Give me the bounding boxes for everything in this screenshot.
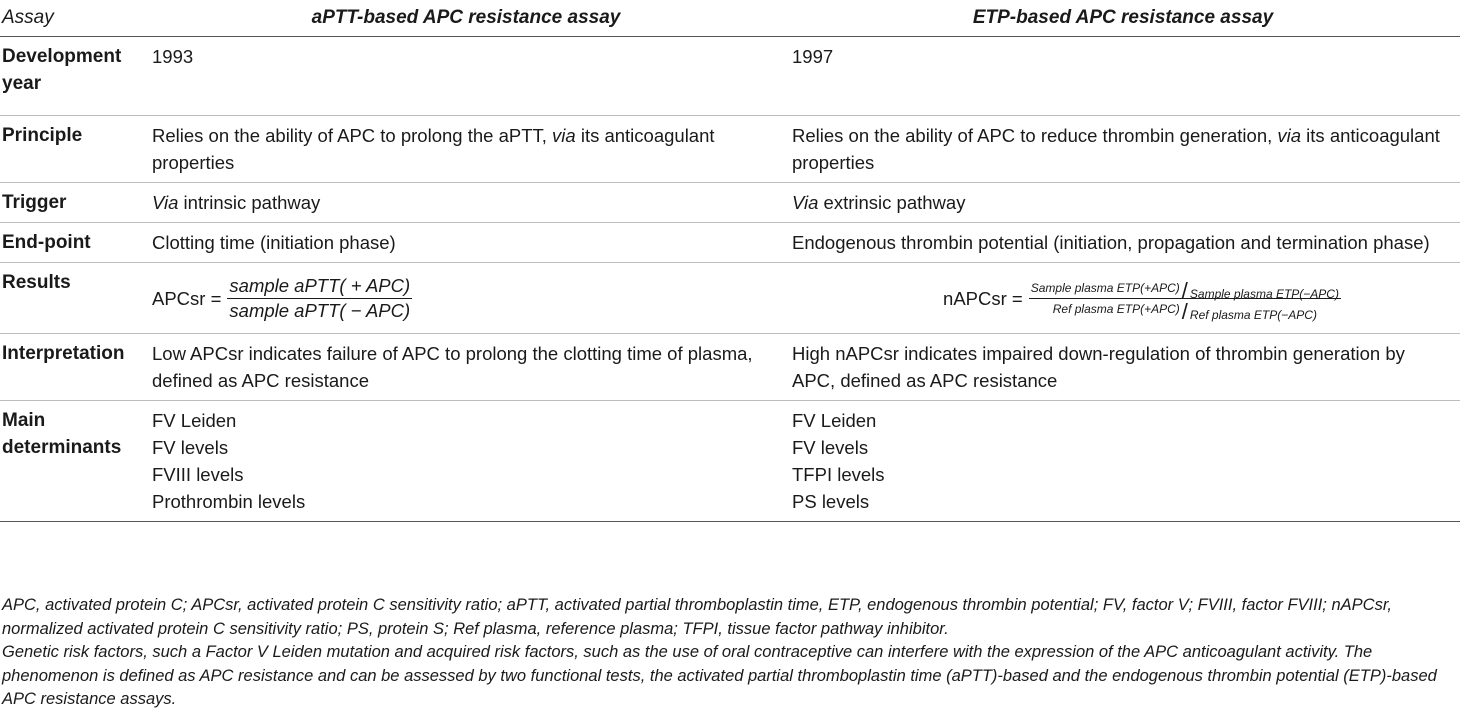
- cell-etp-interpretation: High nAPCsr indicates impaired down-regulation of thrombin generation by APC, defined as APC resistance: [786, 334, 1460, 401]
- etp-principle-text-b: its anticoagulant properties: [792, 125, 1440, 173]
- list-item: Prothrombin levels: [152, 491, 306, 512]
- row-end-point: [0, 223, 1460, 263]
- etp-principle-via: via: [1277, 125, 1302, 146]
- aptt-principle-via: via: [552, 125, 576, 146]
- aptt-principle-text-a: Relies on the ability of APC to prolong the aPTT,: [152, 125, 553, 146]
- footnote-abbreviations: APC, activated protein C; APCsr, activated protein C sensitivity ratio; aPTT, activated partial thromboplastin time, ETP, endogenous thrombin potential; FV, factor V; FVIII, factor FVIII; nAPCsr, normalized activated protein C sensitivity ratio; PS, protein S; Ref plasma, reference plasma; TFPI, tissue factor pathway inhibitor.: [2, 596, 1392, 638]
- aptt-trigger-via: Via: [152, 192, 179, 213]
- row-label-results: Results: [0, 263, 146, 334]
- header-assay: Assay: [0, 0, 146, 37]
- row-label-trigger: Trigger: [0, 183, 146, 223]
- napcsr-formula: [792, 269, 1452, 327]
- row-principle: [0, 116, 1460, 183]
- row-label-main-determinants: Main determinants: [0, 401, 146, 522]
- cell-aptt-end-point: Clotting time (initiation phase): [146, 223, 786, 263]
- cell-etp-principle: [786, 116, 1460, 183]
- list-item: TFPI levels: [792, 464, 885, 485]
- row-development-year: [0, 37, 1460, 116]
- cell-etp-results: [786, 263, 1460, 334]
- napcsr-num-bottom: Sample plasma ETP(−APC): [1189, 286, 1339, 301]
- cell-etp-end-point: Endogenous thrombin potential (initiation, propagation and termination phase): [786, 223, 1460, 263]
- cell-aptt-principle: [146, 116, 786, 183]
- napcsr-den-bottom: Ref plasma ETP(−APC): [1189, 307, 1317, 322]
- aptt-trigger-text: intrinsic pathway: [178, 192, 321, 213]
- apcsr-formula: [152, 269, 778, 327]
- napcsr-num-top: Sample plasma ETP(+APC): [1030, 280, 1180, 295]
- header-row: [0, 0, 1460, 37]
- napcsr-den-slash: /: [1181, 298, 1188, 324]
- row-label-end-point: End-point: [0, 223, 146, 263]
- napcsr-lhs: nAPCsr =: [943, 287, 1023, 309]
- aptt-principle-text-b: its anticoagulant properties: [152, 125, 715, 173]
- napcsr-den-top: Ref plasma ETP(+APC): [1052, 301, 1180, 316]
- row-results: [0, 263, 1460, 334]
- cell-etp-main-determinants: [786, 401, 1460, 522]
- row-interpretation: [0, 334, 1460, 401]
- row-label-principle: Principle: [0, 116, 146, 183]
- cell-etp-development-year: 1997: [786, 37, 1460, 116]
- row-label-development-year: Development year: [0, 37, 146, 116]
- list-item: FV levels: [792, 437, 869, 458]
- row-main-determinants: [0, 401, 1460, 522]
- table-footnote: [2, 594, 1458, 712]
- etp-principle-text-a: Relies on the ability of APC to reduce thrombin generation,: [792, 125, 1278, 146]
- header-aptt-assay: aPTT-based APC resistance assay: [146, 0, 786, 37]
- list-item: FVIII levels: [152, 464, 244, 485]
- list-item: FV Leiden: [792, 410, 877, 431]
- cell-aptt-trigger: [146, 183, 786, 223]
- header-etp-assay: ETP-based APC resistance assay: [786, 0, 1460, 37]
- row-label-interpretation: Interpretation: [0, 334, 146, 401]
- cell-aptt-results: [146, 263, 786, 334]
- napcsr-num-slash: /: [1181, 277, 1188, 303]
- list-item: FV Leiden: [152, 410, 237, 431]
- list-item: PS levels: [792, 491, 870, 512]
- row-trigger: [0, 183, 1460, 223]
- cell-etp-trigger: [786, 183, 1460, 223]
- cell-aptt-main-determinants: [146, 401, 786, 522]
- apcsr-denominator: sample aPTT( − APC): [229, 299, 411, 321]
- footnote-note: Genetic risk factors, such a Factor V Leiden mutation and acquired risk factors, such as the use of oral contraceptive can interfere with the expression of the APC anticoagulant activity. The phenomenon is defined as APC resistance and can be assessed by two functional tests, the activated partial thromboplastin time (aPTT)-based and the endogenous thrombin potential (ETP)-based APC resistance assays.: [2, 643, 1437, 708]
- apcsr-numerator: sample aPTT( + APC): [229, 274, 411, 296]
- apcsr-fraction: [227, 274, 412, 323]
- etp-trigger-via: Via: [792, 192, 819, 213]
- list-item: FV levels: [152, 437, 229, 458]
- cell-aptt-development-year: 1993: [146, 37, 786, 116]
- napcsr-fraction: [1029, 277, 1341, 324]
- apcsr-lhs: APCsr =: [152, 287, 222, 309]
- etp-trigger-text: extrinsic pathway: [818, 192, 966, 213]
- napcsr-numerator: [1029, 277, 1341, 303]
- cell-aptt-interpretation: Low APCsr indicates failure of APC to prolong the clotting time of plasma, defined as APC resistance: [146, 334, 786, 401]
